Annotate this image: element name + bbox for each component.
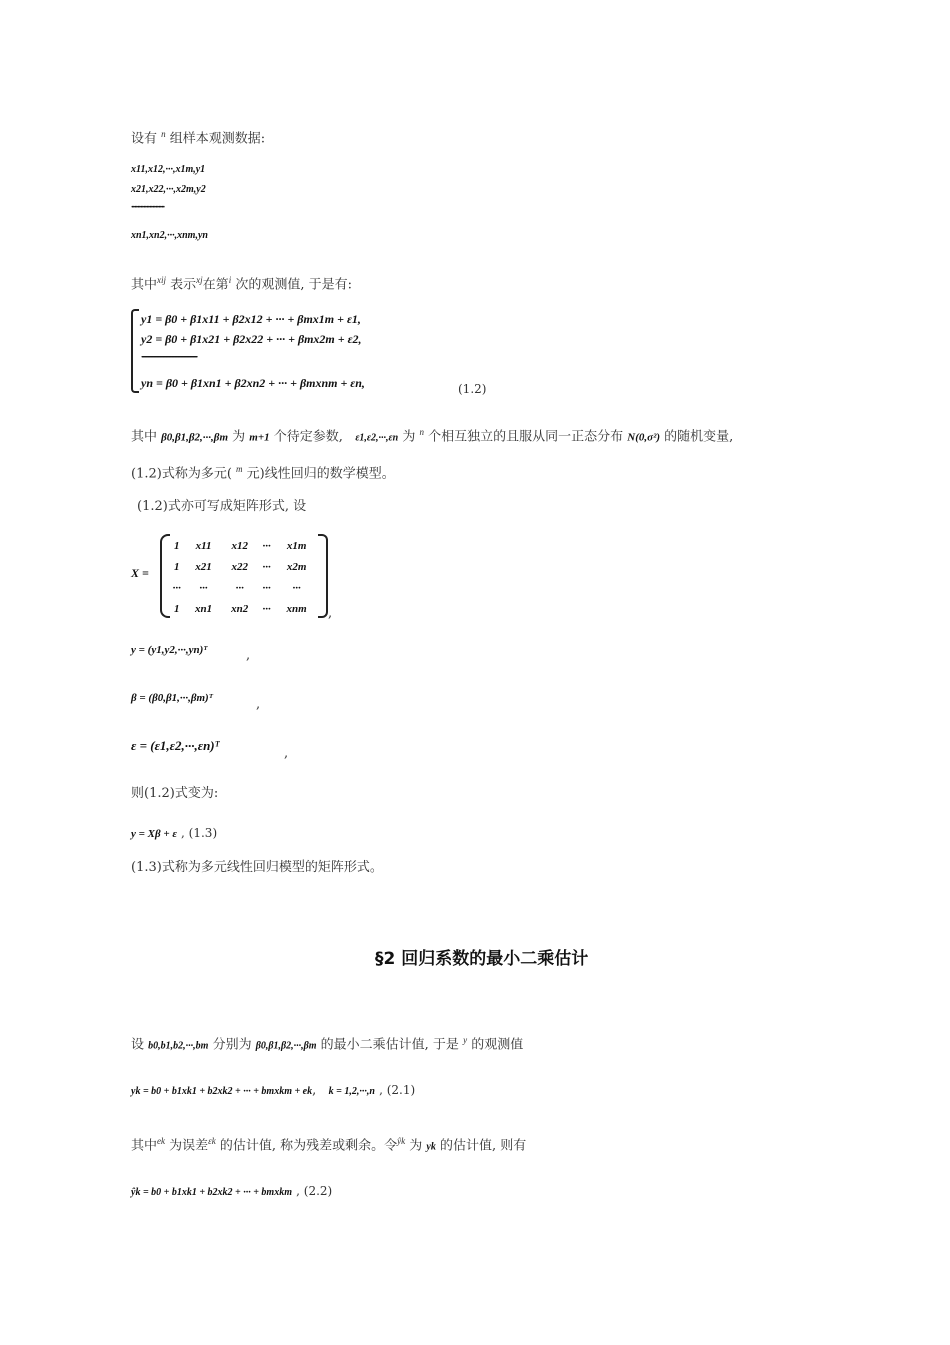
then-line: 则(1.2)式变为: [131,786,219,801]
matrix-row [168,598,318,619]
matrix-cell: ··· [172,581,181,594]
system-eq-n: yn = β0 + β1xn1 + β2xn2 + ··· + βmxnm + εn, [141,376,365,390]
vector-beta-trail: , [256,697,261,712]
matrix-cell: x2m [286,560,307,573]
equation-2-2: ŷk = b0 + b1xk1 + b2xk2 + ··· + bmxkm , (2.2) [131,1184,333,1198]
xij-explanation: 其中$^{xij}$ 表示$^{xj}$在第$^i$ 次的观测值, 于是有: [131,275,352,293]
matrix-right-paren [318,534,328,618]
vector-y: y = (y1,y2,···,yn)ᵀ [131,644,208,656]
matrix-cell: x12 [231,539,248,552]
matrix-cell: ··· [262,539,271,552]
section-heading: §2 回归系数的最小二乘估计 [375,949,589,969]
matrix-row [168,535,318,556]
vector-eps-trail: , [284,746,289,761]
system-dots: ·········································································· [141,352,197,362]
obs-row-1: x11,x12,···,x1m,y1 [131,164,206,175]
matrix-cell: ··· [199,581,208,594]
matrix-row [168,577,318,598]
matrix-intro: (1.2)式亦可写成矩阵形式, 设 [137,499,307,514]
equation-1-3: y = Xβ + ε , (1.3) [131,826,218,840]
matrix-label: X = [131,566,149,580]
matrix-cell: xnm [286,602,307,615]
matrix-cell: ··· [262,602,271,615]
matrix-cell: xn2 [231,602,249,615]
matrix-cell: 1 [173,602,180,615]
obs-dots: ······················ [131,202,164,213]
matrix-row [168,556,318,577]
intro-line: 设有 $^n$ 组样本观测数据: [131,129,266,147]
obs-row-2: x21,x22,···,x2m,y2 [131,184,206,195]
equation-tag-1-2: (1.2) [458,382,487,396]
system-eq-1: y1 = β0 + β1x11 + β2x12 + ··· + βmx1m + ε1, [141,312,361,326]
matrix-cell: 1 [173,560,180,573]
system-eq-2: y2 = β0 + β1x21 + β2x22 + ··· + βmx2m + ε2, [141,332,362,346]
matrix-form-line: (1.3)式称为多元线性回归模型的矩阵形式。 [131,860,383,875]
matrix-cell: ··· [262,581,271,594]
vector-beta: β = (β0,β1,···,βm)ᵀ [131,692,213,704]
model-line: (1.2)式称为多元( $^m$ 元)线性回归的数学模型。 [131,464,395,482]
matrix-cell: x22 [231,560,248,573]
matrix-cell: ··· [292,581,301,594]
matrix-cell: x1m [286,539,307,552]
matrix-cell: ··· [262,560,271,573]
matrix-cell: 1 [173,539,180,552]
vector-eps: ε = (ε1,ε2,···,εn)ᵀ [131,738,220,753]
matrix-x [168,535,318,619]
matrix-cell: xn1 [194,602,213,615]
equation-2-1: yk = b0 + b1xk1 + b2xk2 + ··· + bmxkm + ek, k = 1,2,···,n , (2.1) [131,1083,416,1098]
params-line: 其中 β0,β1,β2,···,βm 为 m+1 个待定参数, ε1,ε2,···,εn 为 $^n$ 个相互独立的且服从同一正态分布 N(0,σ²) 的随机变量, [131,427,734,445]
least-squares-line: 设 b0,b1,b2,···,bm 分别为 β0,β1,β2,···,βm 的最小二乘估计值, 于是 $^y$ 的观测值 [131,1035,524,1053]
obs-row-n: xn1,xn2,···,xnm,yn [131,230,208,241]
matrix-cell: x11 [195,539,212,552]
matrix-cell: x21 [195,560,212,573]
vector-y-trail: , [246,648,251,663]
matrix-cell: ··· [235,581,244,594]
matrix-trail: , [328,606,333,621]
system-brace [131,309,139,393]
residual-line: 其中$^{ek}$ 为误差$^{\varepsilon k}$ 的估计值, 称为残差或剩余。令$^{ŷk}$ 为 yk 的估计值, 则有 [131,1136,527,1154]
